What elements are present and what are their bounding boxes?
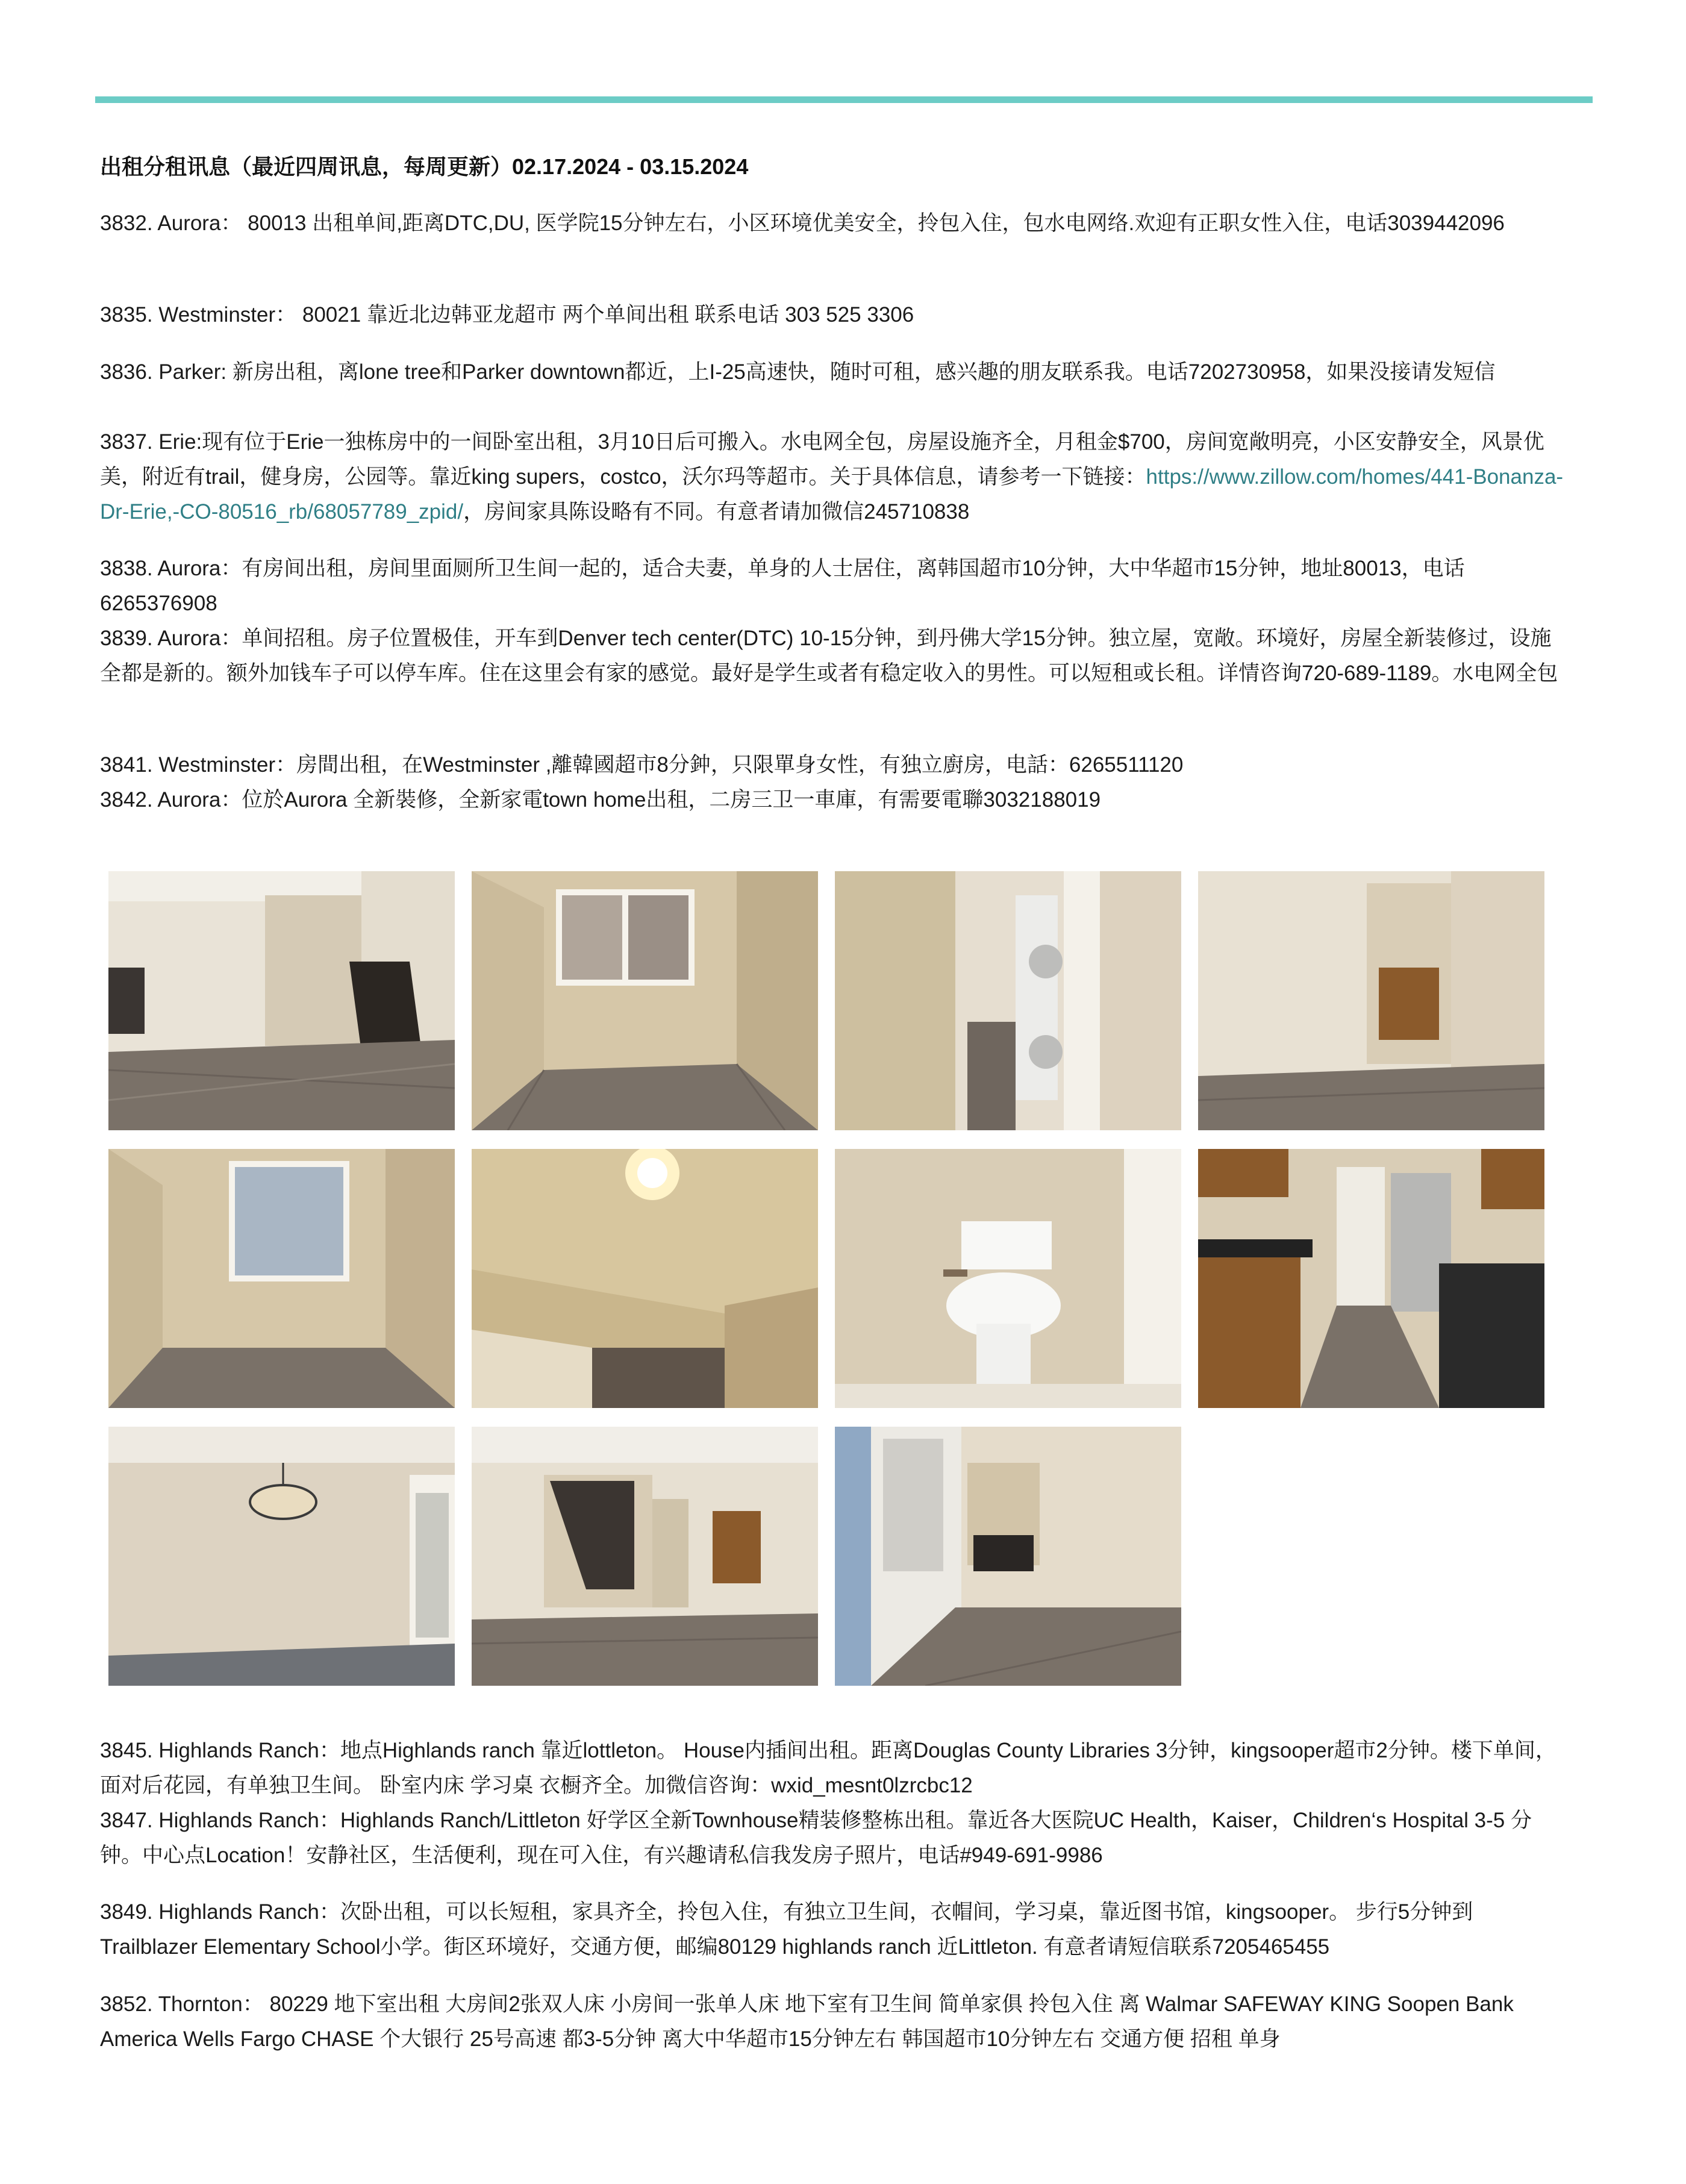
photo-bedroom-window[interactable] bbox=[472, 871, 818, 1130]
zillow-link[interactable]: https://www.zillow.com/homes/441-Bonanza-Dr-Erie,-CO-80516_rb/68057789_zpid/ bbox=[100, 465, 1564, 524]
photo-grid bbox=[108, 871, 1566, 1686]
listing-3837-contact: ，房间家具陈设略有不同。有意者请加微信245710838 bbox=[463, 500, 970, 524]
top-accent-rule bbox=[95, 96, 1593, 103]
living-room-2-photo-image bbox=[472, 1427, 818, 1686]
bathroom-photo-image bbox=[835, 1149, 1181, 1408]
photo-laundry-closet[interactable] bbox=[835, 871, 1181, 1130]
photo-living-room-fireplace-stairs[interactable] bbox=[108, 871, 455, 1130]
entry-photo-image bbox=[835, 1427, 1181, 1686]
listing-3849: 3849. Highlands Ranch：次卧出租，可以长短租，家具齐全，拎包入住，有独立卫生间，衣帽间，学习桌，靠近图书馆，kingsooper。 步行5分钟到 Trailblazer Elementary School小学。街区环境好，交通方便，邮编80129 highlands ranch 近Littleton. 有意者请短信联系7205465455 bbox=[100, 1900, 1473, 1959]
bedroom-2-photo-image bbox=[108, 1149, 455, 1408]
stairwell-photo-image bbox=[472, 1149, 818, 1408]
listing-3832: 3832. Aurora： 80013 出租单间,距离DTC,DU, 医学院15分钟左右，小区环境优美安全，拎包入住，包水电网络.欢迎有正职女性入住，电话3039442096 bbox=[100, 211, 1505, 235]
dining-photo-image bbox=[108, 1427, 455, 1686]
hallway-photo-image bbox=[1198, 871, 1544, 1130]
listing-3845: 3845. Highlands Ranch：地点Highlands ranch 靠近lottleton。 House内插间出租。距离Douglas County Libraries 3分钟，kingsooper超市2分钟。楼下单间，面对后花园，有单独卫生间。 卧室内床 学习桌 衣橱齐全。加微信咨询：wxid_mesnt0lzrcbc12 bbox=[100, 1739, 1556, 1797]
photo-stairwell-light[interactable] bbox=[472, 1149, 818, 1408]
kitchen-photo-image bbox=[1198, 1149, 1544, 1408]
listing-3839: 3839. Aurora：单间招租。房子位置极佳，开车到Denver tech center(DTC) 10-15分钟，到丹佛大学15分钟。独立屋，宽敞。环境好，房屋全新装修过，设施全都是新的。额外加钱车子可以停车库。住在这里会有家的感觉。最好是学生或者有稳定收入的男性。可以短租或长租。详情咨询720-689-1189。水电网全包 bbox=[100, 627, 1558, 685]
photo-entry-fireplace[interactable] bbox=[835, 1427, 1181, 1686]
bedroom-photo-image bbox=[472, 871, 818, 1130]
listing-3842: 3842. Aurora：位於Aurora 全新裝修，全新家電town home出租，二房三卫一車庫，有需要電聯3032188019 bbox=[100, 788, 1101, 812]
laundry-photo-image bbox=[835, 871, 1181, 1130]
listing-3837-text: 3837. Erie:现有位于Erie一独栋房中的一间卧室出租，3月10日后可搬入。水电网全包，房屋设施齐全，月租金$700，房间宽敞明亮，小区安静安全，风景优美，附近有trail，健身房，公园等。靠近king supers，costco，沃尔玛等超市。关于具体信息，请参考一下链接： bbox=[100, 430, 1544, 489]
photo-living-room-stairs[interactable] bbox=[472, 1427, 818, 1686]
photo-hallway-bathroom-door[interactable] bbox=[1198, 871, 1544, 1130]
listing-3836: 3836. Parker: 新房出租，离lone tree和Parker downtown都近，上I-25高速快，随时可租，感兴趣的朋友联系我。电话7202730958，如果没接请发短信 bbox=[100, 360, 1496, 384]
listing-3841: 3841. Westminster：房間出租，在Westminster ,離韓國超市8分鈡，只限單身女性，有独立廚房，电話：6265511120 bbox=[100, 753, 1184, 777]
listing-3837 bbox=[100, 425, 1570, 530]
photo-dining-room-chandelier[interactable] bbox=[108, 1427, 455, 1686]
photo-bathroom-toilet[interactable] bbox=[835, 1149, 1181, 1408]
living-room-photo-image bbox=[108, 871, 455, 1130]
photo-bedroom-window-2[interactable] bbox=[108, 1149, 455, 1408]
listing-3847: 3847. Highlands Ranch：Highlands Ranch/Littleton 好学区全新Townhouse精装修整栋出租。靠近各大医院UC Health，Kaiser，Children‘s Hospital 3-5 分钟。中心点Location！安静社区，生活便利，现在可入住，有兴趣请私信我发房子照片，电话#949-691-9986 bbox=[100, 1809, 1532, 1867]
page-heading: 出租分租讯息（最近四周讯息，每周更新）02.17.2024 - 03.15.2024 bbox=[100, 154, 749, 179]
photo-kitchen[interactable] bbox=[1198, 1149, 1544, 1408]
listing-3852: 3852. Thornton： 80229 地下室出租 大房间2张双人床 小房间一张单人床 地下室有卫生间 简单家俱 拎包入住 离 Walmar SAFEWAY KING Soopen Bank America Wells Fargo CHASE 个大银行 25号高速 都3-5分钟 离大中华超市15分钟左右 韩国超市10分钟左右 交通方便 招租 单身 bbox=[100, 1992, 1514, 2051]
listing-3835: 3835. Westminster： 80021 靠近北边韩亚龙超市 两个单间出租 联系电话 303 525 3306 bbox=[100, 303, 914, 327]
listing-3838: 3838. Aurora：有房间出租，房间里面厕所卫生间一起的，适合夫妻，单身的人士居住，离韩国超市10分钟，大中华超市15分钟，地址80013，电话6265376908 bbox=[100, 557, 1465, 615]
